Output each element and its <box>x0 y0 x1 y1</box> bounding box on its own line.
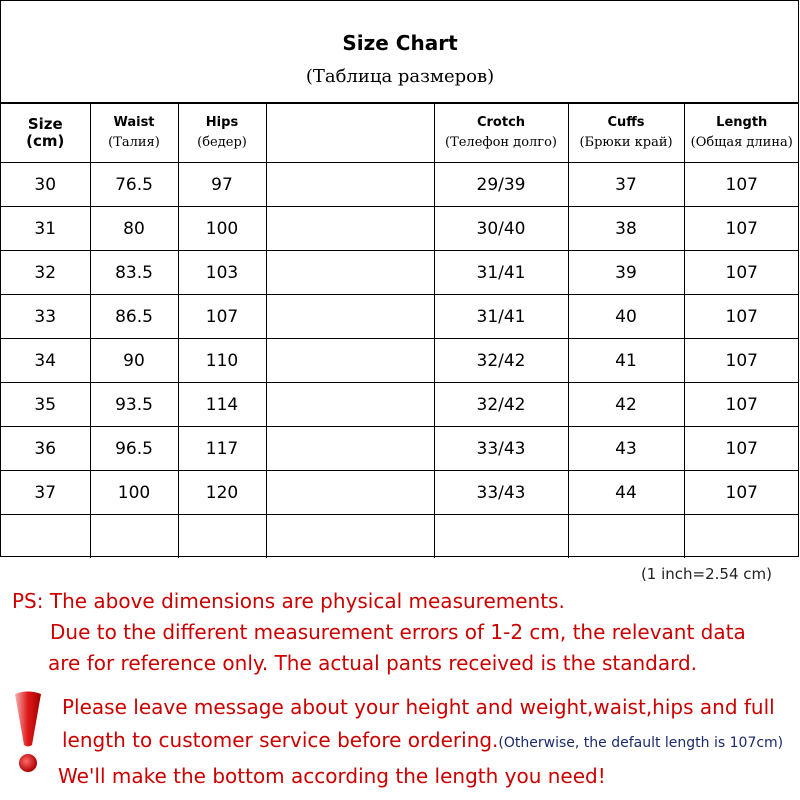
header-empty <box>266 104 434 163</box>
cell-hips: 120 <box>178 471 266 515</box>
size-table <box>1 103 799 558</box>
cell-waist: 90 <box>90 339 178 383</box>
header-size: Size (cm) <box>1 104 90 163</box>
cell-crotch <box>434 515 568 559</box>
ps-note <box>12 586 746 679</box>
message-line-1: Please leave message about your height and weight,waist,hips and full <box>62 695 775 719</box>
cell-length: 107 <box>684 383 799 427</box>
cell-empty <box>266 251 434 295</box>
cell-waist: 76.5 <box>90 163 178 207</box>
cell-crotch: 30/40 <box>434 207 568 251</box>
header-cuffs: Cuffs (Брюки край) <box>568 104 684 163</box>
cell-crotch: 32/42 <box>434 383 568 427</box>
message-line-2-main: length to customer service before ordering. <box>62 728 499 752</box>
cell-cuffs: 39 <box>568 251 684 295</box>
table-row <box>1 163 799 207</box>
default-length-note: (Otherwise, the default length is 107cm) <box>498 735 784 751</box>
cell-cuffs: 40 <box>568 295 684 339</box>
cell-size: 35 <box>1 383 90 427</box>
cell-hips: 100 <box>178 207 266 251</box>
cell-cuffs: 37 <box>568 163 684 207</box>
chart-header <box>1 1 799 103</box>
exclamation-icon <box>12 690 44 774</box>
cell-waist: 93.5 <box>90 383 178 427</box>
cell-size <box>1 515 90 559</box>
cell-empty <box>266 295 434 339</box>
cell-hips: 107 <box>178 295 266 339</box>
cell-waist: 86.5 <box>90 295 178 339</box>
cell-length: 107 <box>684 163 799 207</box>
cell-empty <box>266 427 434 471</box>
table-row <box>1 383 799 427</box>
cell-length: 107 <box>684 295 799 339</box>
cell-hips: 110 <box>178 339 266 383</box>
cell-empty <box>266 383 434 427</box>
header-length: Length (Общая длина) <box>684 104 799 163</box>
cell-crotch: 31/41 <box>434 251 568 295</box>
cell-size: 30 <box>1 163 90 207</box>
cell-hips: 97 <box>178 163 266 207</box>
cell-empty <box>266 339 434 383</box>
ps-line-2: Due to the different measurement errors of 1-2 cm, the relevant data <box>50 620 746 644</box>
message-line-3: We'll make the bottom according the length you need! <box>58 764 606 788</box>
cell-empty <box>266 471 434 515</box>
cell-cuffs: 41 <box>568 339 684 383</box>
cell-crotch: 32/42 <box>434 339 568 383</box>
table-row <box>1 251 799 295</box>
cell-hips: 103 <box>178 251 266 295</box>
cell-crotch: 29/39 <box>434 163 568 207</box>
cell-length: 107 <box>684 471 799 515</box>
chart-title: Size Chart <box>342 31 458 55</box>
table-row <box>1 295 799 339</box>
cell-waist: 83.5 <box>90 251 178 295</box>
cell-size: 33 <box>1 295 90 339</box>
cell-crotch: 33/43 <box>434 427 568 471</box>
cell-hips: 117 <box>178 427 266 471</box>
chart-subtitle: (Таблица размеров) <box>305 66 495 87</box>
cell-length: 107 <box>684 207 799 251</box>
table-row <box>1 427 799 471</box>
header-hips: Hips (бедер) <box>178 104 266 163</box>
unit-note: (1 inch=2.54 cm) <box>640 565 772 583</box>
cell-empty <box>266 163 434 207</box>
ps-line-3: are for reference only. The actual pants received is the standard. <box>48 651 698 675</box>
cell-cuffs: 38 <box>568 207 684 251</box>
cell-waist: 80 <box>90 207 178 251</box>
table-row <box>1 207 799 251</box>
cell-cuffs <box>568 515 684 559</box>
cell-size: 36 <box>1 427 90 471</box>
order-message <box>58 691 784 793</box>
cell-crotch: 33/43 <box>434 471 568 515</box>
cell-hips <box>178 515 266 559</box>
cell-size: 37 <box>1 471 90 515</box>
table-header-row <box>1 104 799 163</box>
cell-cuffs: 43 <box>568 427 684 471</box>
cell-length <box>684 515 799 559</box>
cell-length: 107 <box>684 339 799 383</box>
cell-cuffs: 44 <box>568 471 684 515</box>
header-waist: Waist (Талия) <box>90 104 178 163</box>
table-row <box>1 339 799 383</box>
cell-cuffs: 42 <box>568 383 684 427</box>
cell-crotch: 31/41 <box>434 295 568 339</box>
table-row <box>1 471 799 515</box>
cell-waist: 96.5 <box>90 427 178 471</box>
cell-size: 34 <box>1 339 90 383</box>
table-row-empty <box>1 515 799 559</box>
cell-size: 31 <box>1 207 90 251</box>
cell-length: 107 <box>684 427 799 471</box>
cell-hips: 114 <box>178 383 266 427</box>
header-crotch: Crotch (Телефон долго) <box>434 104 568 163</box>
ps-line-1: PS: The above dimensions are physical measurements. <box>12 589 565 613</box>
message-line-2 <box>62 724 783 760</box>
cell-empty <box>266 207 434 251</box>
cell-empty <box>266 515 434 559</box>
cell-waist: 100 <box>90 471 178 515</box>
cell-length: 107 <box>684 251 799 295</box>
cell-size: 32 <box>1 251 90 295</box>
cell-waist <box>90 515 178 559</box>
